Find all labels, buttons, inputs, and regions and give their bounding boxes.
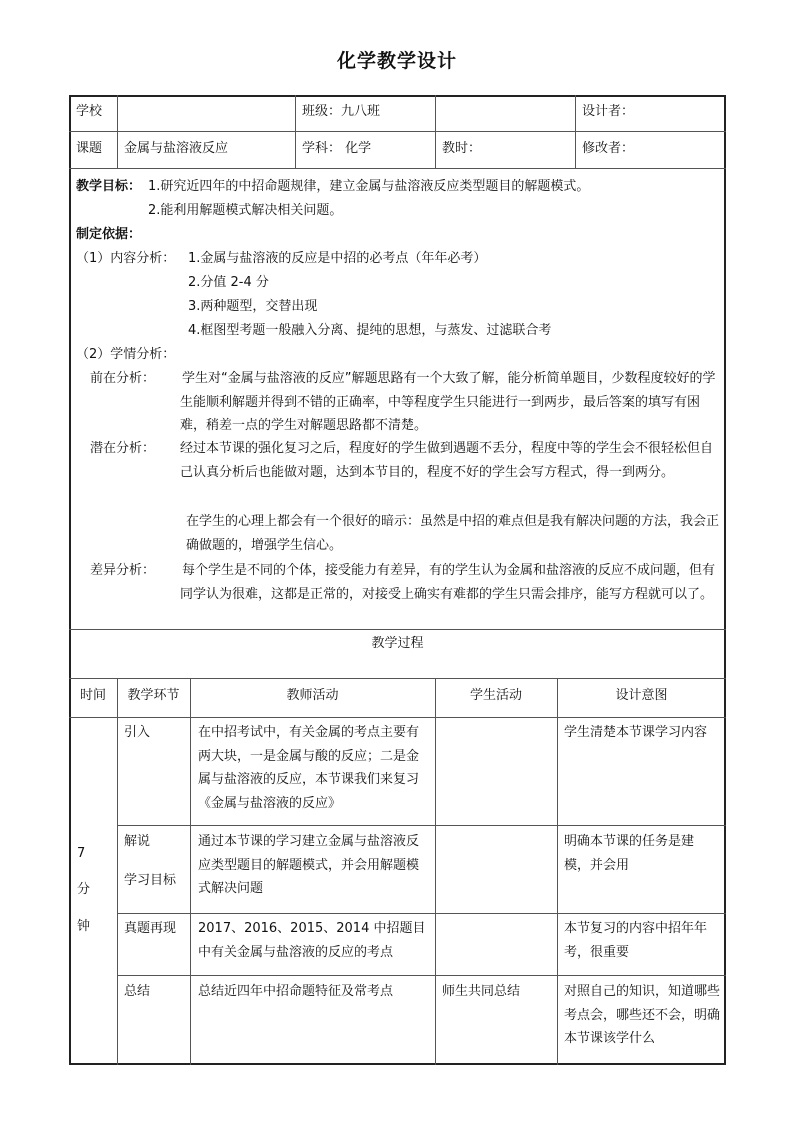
col-divider xyxy=(557,678,558,1065)
school-label: 学校 xyxy=(76,104,103,119)
potential-analysis-label: 潜在分析： xyxy=(90,441,156,456)
student-activity-cell: 师生共同总结 xyxy=(442,984,521,999)
time-value: 分 xyxy=(77,882,91,897)
content-item: 2.分值 2-4 分 xyxy=(188,275,269,290)
basis-label: 制定依据： xyxy=(76,227,142,242)
subject-field: 学科： 化学 xyxy=(302,141,372,156)
difference-analysis-text: 每个学生是不同的个体，接受能力有差异，有的学生认为金属和盐溶液的反应不成问题，但有同学认为很难，这都是正常的，对接受上确实有难都的学生只需会排序，能写方程就可以了。 xyxy=(180,563,716,602)
goals-label: 教学目标： xyxy=(76,179,142,194)
intent-cell: 明确本节课的任务是建模，并会用 xyxy=(564,834,695,873)
col-divider xyxy=(190,678,191,1065)
col-divider xyxy=(435,95,436,168)
stage-cell: 真题再现 xyxy=(124,921,177,936)
hours-field: 教时： xyxy=(442,141,482,156)
row-divider xyxy=(69,131,726,132)
col-divider xyxy=(575,95,576,168)
student-analysis-label: （2）学情分析： xyxy=(76,347,176,362)
row-divider xyxy=(69,629,726,630)
teacher-activity-cell: 通过本节课的学习建立金属与盐溶液反应类型题目的解题模式，并会用解题模式解决问题 xyxy=(198,834,420,896)
topic-label: 课题 xyxy=(76,141,103,156)
row-divider xyxy=(117,913,726,914)
column-header-stage: 教学环节 xyxy=(127,688,180,703)
column-header-intent: 设计意图 xyxy=(615,688,668,703)
potential-analysis-text: 在学生的心理上都会有一个很好的暗示：虽然是中招的难点但是我有解决问题的方法，我会正确做题的，增强学生信心。 xyxy=(186,514,720,553)
content-item: 4.框图型考题一般融入分离、提纯的思想，与蒸发、过滤联合考 xyxy=(188,323,552,338)
stage-cell: 引入 xyxy=(124,725,151,740)
page-title: 化学教学设计 xyxy=(336,50,457,72)
content-item: 3.两种题型，交替出现 xyxy=(188,299,318,314)
col-divider xyxy=(117,678,118,1065)
col-divider xyxy=(295,95,296,168)
before-analysis-label: 前在分析： xyxy=(90,371,156,386)
difference-analysis-label: 差异分析： xyxy=(90,563,156,578)
content-analysis-label: （1）内容分析： xyxy=(76,251,176,266)
stage-cell: 总结 xyxy=(124,984,151,999)
stage-cell: 解说 xyxy=(124,834,151,849)
teacher-activity-cell: 总结近四年中招命题特征及常考点 xyxy=(198,984,394,999)
process-heading: 教学过程 xyxy=(371,636,424,651)
goal-item: 1.研究近四年的中招命题规律，建立金属与盐溶液反应类型题目的解题模式。 xyxy=(148,179,590,194)
time-value: 钟 xyxy=(77,919,91,934)
row-divider xyxy=(117,975,726,976)
row-divider xyxy=(69,168,726,169)
before-analysis-text: 学生对“金属与盐溶液的反应”解题思路有一个大致了解，能分析简单题目，少数程度较好的学生能顺利解题并得到不错的正确率，中等程度学生只能进行一到两步，最后答案的填写有困难，稍差一点的学生对解题思路都不清楚。 xyxy=(180,371,716,433)
reviser-field: 修改者： xyxy=(582,141,635,156)
teacher-activity-cell: 在中招考试中，有关金属的考点主要有两大块，一是金属与酸的反应；二是金属与盐溶液的反应，本节课我们来复习《金属与盐溶液的反应》 xyxy=(198,725,420,811)
col-divider xyxy=(435,678,436,1065)
column-header-time: 时间 xyxy=(79,688,106,703)
content-item: 1.金属与盐溶液的反应是中招的必考点（年年必考） xyxy=(188,251,487,266)
topic-value: 金属与盐溶液反应 xyxy=(124,141,229,156)
intent-cell: 学生清楚本节课学习内容 xyxy=(564,725,708,740)
row-divider xyxy=(117,825,726,826)
column-header-student: 学生活动 xyxy=(469,688,522,703)
intent-cell: 本节复习的内容中招年年考，很重要 xyxy=(564,921,708,960)
time-value: 7 xyxy=(77,846,86,861)
stage-cell: 学习目标 xyxy=(124,873,177,888)
potential-analysis-text: 经过本节课的强化复习之后，程度好的学生做到遇题不丢分，程度中等的学生会不很轻松但自己认真分析后也能做对题，达到本节目的，程度不好的学生会写方程式，得一到两分。 xyxy=(180,441,714,480)
teacher-activity-cell: 2017、2016、2015、2014 中招题目中有关金属与盐溶液的反应的考点 xyxy=(198,921,426,960)
designer-field: 设计者： xyxy=(582,104,635,119)
row-divider xyxy=(69,678,726,679)
intent-cell: 对照自己的知识，知道哪些考点会，哪些还不会，明确本节课该学什么 xyxy=(564,984,721,1046)
row-divider xyxy=(69,717,726,718)
col-divider xyxy=(117,95,118,168)
column-header-teacher: 教师活动 xyxy=(286,688,339,703)
goal-item: 2.能利用解题模式解决相关问题。 xyxy=(148,203,343,218)
class-field: 班级：九八班 xyxy=(302,104,381,119)
